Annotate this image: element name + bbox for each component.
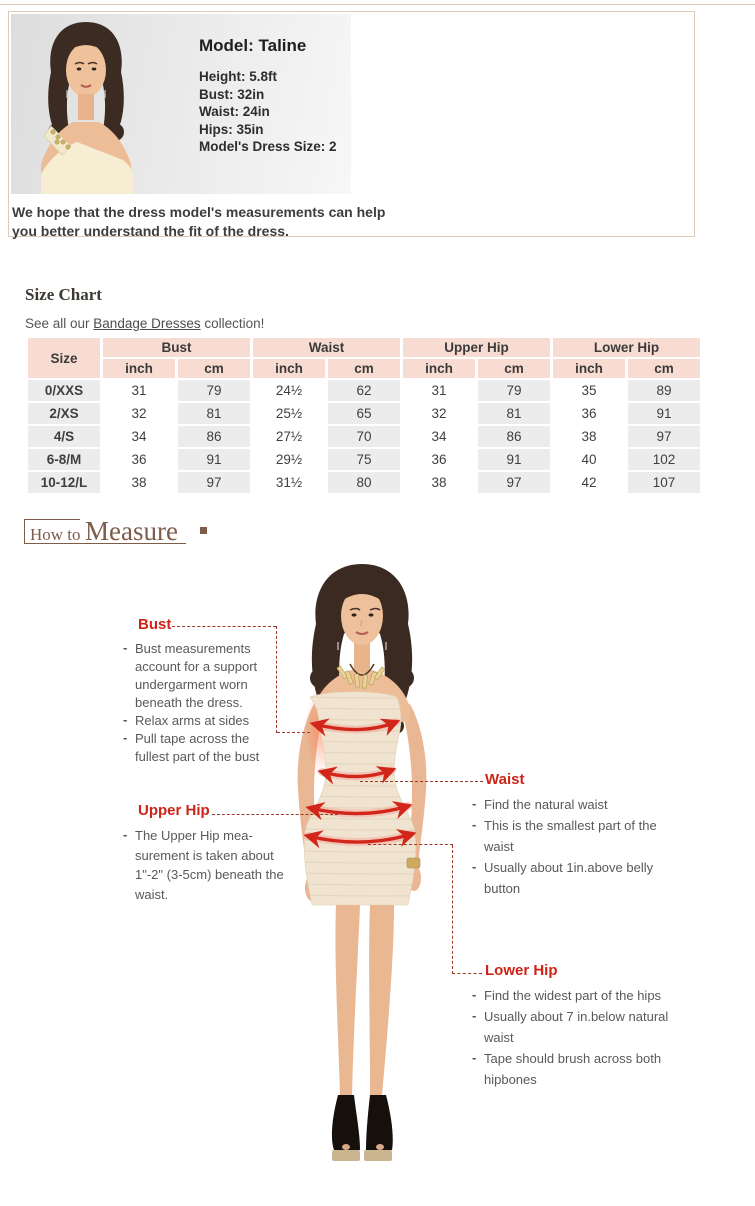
table-row: [28, 380, 700, 401]
value-cell: 70: [328, 426, 400, 447]
upper-hip-notes: [122, 826, 286, 904]
value-cell: 31½: [253, 472, 325, 493]
value-cell: 97: [478, 472, 550, 493]
model-bust: Bust: 32in: [199, 86, 265, 102]
value-cell: 97: [628, 426, 700, 447]
caption-line-2: you better understand the fit of the dress.: [12, 223, 289, 239]
lower-hip-label: Lower Hip: [485, 962, 558, 979]
value-cell: 80: [328, 472, 400, 493]
top-divider: [0, 4, 755, 5]
waist-connector: [360, 781, 483, 782]
value-cell: 91: [478, 449, 550, 470]
value-cell: 81: [478, 403, 550, 424]
measure-note: - This is the smallest part of the: [471, 815, 671, 836]
unit-header: cm: [328, 359, 400, 378]
value-cell: 36: [403, 449, 475, 470]
size-chart-table: [25, 336, 703, 495]
value-cell: 40: [553, 449, 625, 470]
upper-hip-label: Upper Hip: [138, 802, 210, 819]
heading-measure: Measure: [84, 516, 178, 546]
value-cell: 86: [178, 426, 250, 447]
waist-label: Waist: [485, 771, 525, 788]
value-cell: 65: [328, 403, 400, 424]
measure-note: - Usually about 7 in.below natural: [471, 1006, 683, 1027]
table-row: [28, 472, 700, 493]
model-portrait-illustration: [11, 14, 161, 194]
measure-note: - Bust measurements account for a support undergarment worn beneath the dress.: [122, 640, 282, 712]
upper-hip-connector: [212, 814, 338, 815]
value-cell: 38: [553, 426, 625, 447]
value-cell: 91: [178, 449, 250, 470]
value-cell: 107: [628, 472, 700, 493]
bust-connector-h1: [172, 626, 276, 627]
collection-prefix: See all our: [25, 316, 94, 331]
value-cell: 31: [103, 380, 175, 401]
value-cell: 36: [103, 449, 175, 470]
measure-note: - Usually about 1in.above belly: [471, 857, 671, 878]
heading-how-to: How to: [30, 525, 81, 544]
model-photo: [11, 14, 351, 194]
value-cell: 97: [178, 472, 250, 493]
measure-note-wrap: button: [484, 881, 521, 896]
model-measurements-text: [199, 36, 337, 156]
size-cell: 6-8/M: [28, 449, 100, 470]
value-cell: 42: [553, 472, 625, 493]
how-to-measure-heading: [24, 516, 186, 546]
model-hips: Hips: 35in: [199, 121, 264, 137]
measure-note-wrap: waist: [484, 839, 514, 854]
value-cell: 38: [403, 472, 475, 493]
unit-header: cm: [628, 359, 700, 378]
measure-note: - Find the natural waist: [471, 794, 671, 815]
col-header-upper-hip: Upper Hip: [403, 338, 550, 357]
waist-notes: [471, 794, 671, 899]
value-cell: 62: [328, 380, 400, 401]
table-row: [28, 426, 700, 447]
col-header-size: Size: [28, 338, 100, 378]
value-cell: 81: [178, 403, 250, 424]
bust-label: Bust: [138, 616, 172, 633]
value-cell: 35: [553, 380, 625, 401]
value-cell: 86: [478, 426, 550, 447]
collection-suffix: collection!: [200, 316, 265, 331]
size-cell: 4/S: [28, 426, 100, 447]
unit-header: cm: [178, 359, 250, 378]
unit-header: inch: [553, 359, 625, 378]
value-cell: 27½: [253, 426, 325, 447]
value-cell: 102: [628, 449, 700, 470]
bandage-dresses-link[interactable]: Bandage Dresses: [93, 316, 201, 331]
table-row: [28, 449, 700, 470]
value-cell: 79: [478, 380, 550, 401]
size-cell: 0/XXS: [28, 380, 100, 401]
value-cell: 34: [103, 426, 175, 447]
model-dress-size: Model's Dress Size: 2: [199, 139, 337, 154]
how-to-measure-box: [24, 516, 186, 546]
value-cell: 31: [403, 380, 475, 401]
value-cell: 32: [403, 403, 475, 424]
heading-square-bullet: [200, 527, 207, 534]
model-height: Height: 5.8ft: [199, 69, 278, 84]
table-row: [28, 403, 700, 424]
unit-header: inch: [253, 359, 325, 378]
size-cell: 10-12/L: [28, 472, 100, 493]
value-cell: 36: [553, 403, 625, 424]
unit-header: cm: [478, 359, 550, 378]
measure-figure-illustration: [268, 558, 492, 1170]
unit-header: inch: [403, 359, 475, 378]
measure-note: - Tape should brush across both: [471, 1048, 683, 1069]
collection-line: [25, 316, 264, 331]
measure-note: - Find the widest part of the hips: [471, 985, 683, 1006]
bust-notes: [122, 640, 282, 766]
value-cell: 89: [628, 380, 700, 401]
value-cell: 24½: [253, 380, 325, 401]
unit-header: inch: [103, 359, 175, 378]
measure-note: - The Upper Hip mea-surement is taken about 1"-2" (3-5cm) beneath the waist.: [122, 826, 286, 904]
value-cell: 34: [403, 426, 475, 447]
value-cell: 25½: [253, 403, 325, 424]
lower-hip-connector-v: [452, 845, 453, 974]
value-cell: 29½: [253, 449, 325, 470]
size-chart-heading: Size Chart: [25, 285, 102, 304]
value-cell: 32: [103, 403, 175, 424]
col-header-lower-hip: Lower Hip: [553, 338, 700, 357]
measure-note-wrap: hipbones: [484, 1072, 537, 1087]
lower-hip-connector-h1: [368, 844, 453, 845]
measure-note: - Pull tape across the fullest part of the bust: [122, 730, 282, 766]
col-header-bust: Bust: [103, 338, 250, 357]
size-cell: 2/XS: [28, 403, 100, 424]
model-caption: [12, 203, 385, 241]
lower-hip-connector-h2: [452, 973, 482, 974]
measure-note-wrap: waist: [484, 1030, 514, 1045]
value-cell: 79: [178, 380, 250, 401]
model-info-box: [8, 11, 695, 237]
measure-note: - Relax arms at sides: [122, 712, 282, 730]
caption-line-1: We hope that the dress model's measurements can help: [12, 204, 386, 220]
lower-hip-notes: [471, 985, 683, 1090]
value-cell: 38: [103, 472, 175, 493]
value-cell: 91: [628, 403, 700, 424]
model-name-title: Model: Taline: [199, 36, 307, 55]
col-header-waist: Waist: [253, 338, 400, 357]
model-waist: Waist: 24in: [199, 104, 270, 119]
value-cell: 75: [328, 449, 400, 470]
